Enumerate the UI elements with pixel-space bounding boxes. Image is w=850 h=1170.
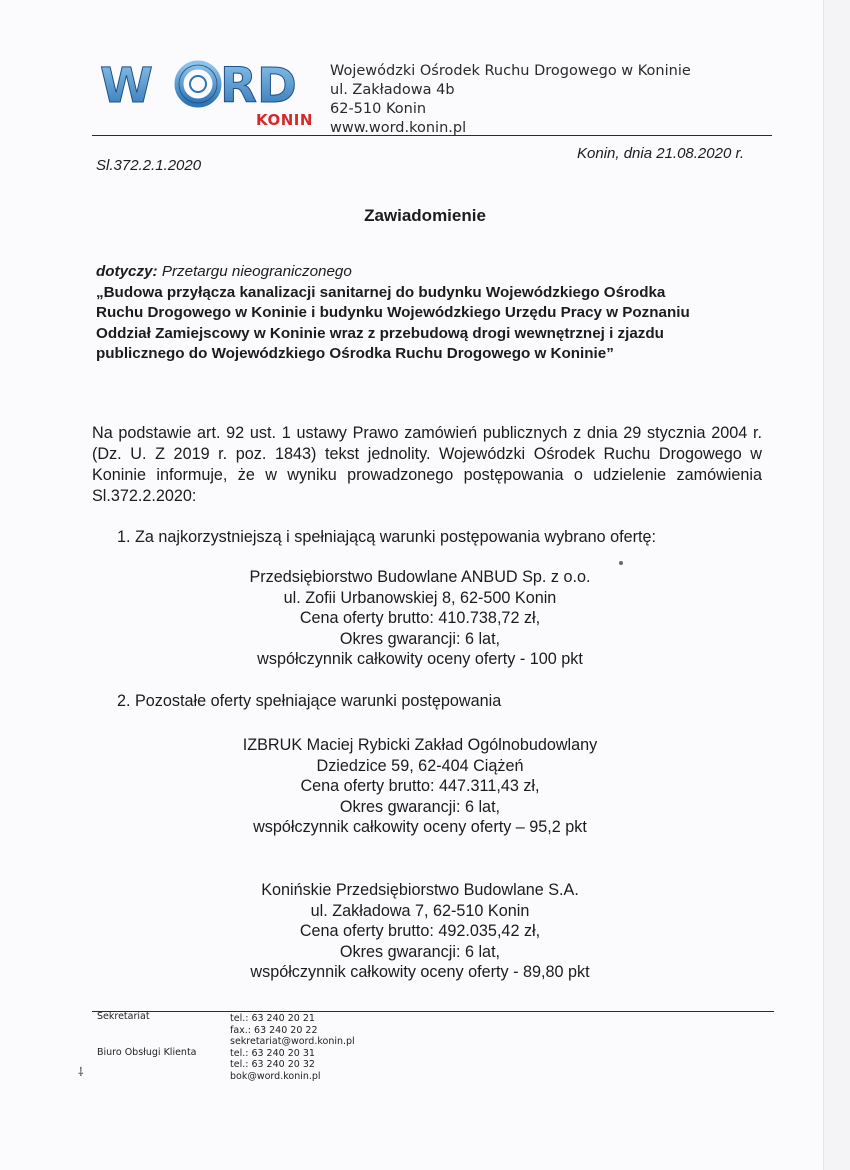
offer-price: Cena oferty brutto: 492.035,42 zł, xyxy=(299,922,541,940)
offer-company: IZBRUK Maciej Rybicki Zakład Ogólnobudowlany xyxy=(242,736,598,754)
legal-basis-paragraph: Na podstawie art. 92 ust. 1 ustawy Prawo zamówień publicznych z dnia 29 stycznia 2004 r. (Dz. U. Z 2019 r. poz. 1843) tekst jednolity. Wojewódzki Ośrodek Ruchu Drogowego w Koninie informuje, że w wyniku prowadzonego postępowania o udzielenie zamówienia Sl.372.2.2020: xyxy=(92,424,762,505)
organization-street: ul. Zakładowa 4b xyxy=(330,82,455,98)
tender-name-line: publicznego do Wojewódzkiego Ośrodka Ruchu Drogowego w Koninie” xyxy=(96,345,614,362)
list-item-other-offers: 2. Pozostałe oferty spełniające warunki postępowania xyxy=(117,692,502,710)
tender-name-line: Ruchu Drogowego w Koninie i budynku Wojewódzkiego Urzędu Pracy w Poznaniu xyxy=(96,304,690,321)
footer-divider xyxy=(92,1011,774,1012)
footer-customer-office-label: Biuro Obsługi Klienta xyxy=(97,1047,197,1058)
offer-score: współczynnik całkowity oceny oferty - 100 pkt xyxy=(257,650,583,668)
organization-details xyxy=(330,62,691,138)
offer-block-winner xyxy=(190,567,650,670)
offer-price: Cena oferty brutto: 410.738,72 zł, xyxy=(299,609,541,627)
svg-text:KONIN: KONIN xyxy=(256,111,313,129)
contact-phone: tel.: 63 240 20 31 xyxy=(230,1047,315,1059)
contact-fax: fax.: 63 240 20 22 xyxy=(230,1024,318,1036)
subject-label: dotyczy: xyxy=(96,263,158,280)
letterhead-divider xyxy=(92,135,772,136)
contact-phone: tel.: 63 240 20 21 xyxy=(230,1013,315,1024)
tender-name-line: „Budowa przyłącza kanalizacji sanitarnej do budynku Wojewódzkiego Ośrodka xyxy=(96,283,666,301)
subject-block xyxy=(96,262,776,365)
word-konin-logo xyxy=(100,58,320,130)
offer-price: Cena oferty brutto: 447.311,43 zł, xyxy=(300,777,540,795)
scan-page-edge xyxy=(823,0,850,1170)
offer-address: ul. Zakładowa 7, 62-510 Konin xyxy=(310,901,530,920)
offer-company: Przedsiębiorstwo Budowlane ANBUD Sp. z o.o. xyxy=(249,568,591,586)
offer-warranty: Okres gwarancji: 6 lat, xyxy=(339,942,501,961)
offer-score: współczynnik całkowity oceny oferty – 95,2 pkt xyxy=(253,818,587,836)
offer-address: Dziedzice 59, 62-404 Ciążeń xyxy=(316,756,524,775)
contact-phone: tel.: 63 240 20 32 xyxy=(230,1059,315,1071)
list-item-selected-offer: 1. Za najkorzystniejszą i spełniającą warunki postępowania wybrano ofertę: xyxy=(117,528,656,546)
svg-text:W: W xyxy=(100,58,153,114)
svg-text:RD: RD xyxy=(220,58,297,114)
contact-email[interactable]: sekretariat@word.konin.pl xyxy=(230,1036,355,1048)
offer-company: Konińskie Przedsiębiorstwo Budowlane S.A. xyxy=(261,881,579,899)
offer-block xyxy=(190,880,650,983)
offer-warranty: Okres gwarancji: 6 lat, xyxy=(339,797,501,816)
organization-city: 62-510 Konin xyxy=(330,101,427,117)
offer-score: współczynnik całkowity oceny oferty - 89,80 pkt xyxy=(250,963,590,981)
date-line: Konin, dnia 21.08.2020 r. xyxy=(577,145,745,162)
footer-secretariat-label: Sekretariat xyxy=(97,1011,150,1022)
footer-contacts xyxy=(230,1013,355,1083)
scan-speck xyxy=(619,561,623,565)
organization-website[interactable]: www.word.konin.pl xyxy=(330,120,467,136)
reference-number: Sl.372.2.1.2020 xyxy=(96,157,202,174)
tender-name-line: Oddział Zamiejscowy w Koninie wraz z przebudową drogi wewnętrznej i zjazdu xyxy=(96,324,664,342)
offer-warranty: Okres gwarancji: 6 lat, xyxy=(339,629,501,648)
document-title: Zawiadomienie xyxy=(364,206,486,225)
offer-address: ul. Zofii Urbanowskiej 8, 62-500 Konin xyxy=(283,588,557,607)
organization-name: Wojewódzki Ośrodek Ruchu Drogowego w Koninie xyxy=(330,63,691,79)
pen-mark-icon: ⸸ xyxy=(78,1065,84,1079)
contact-email[interactable]: bok@word.konin.pl xyxy=(230,1070,321,1082)
offer-block xyxy=(190,735,650,838)
subject-type: Przetargu nieograniczonego xyxy=(161,263,352,280)
